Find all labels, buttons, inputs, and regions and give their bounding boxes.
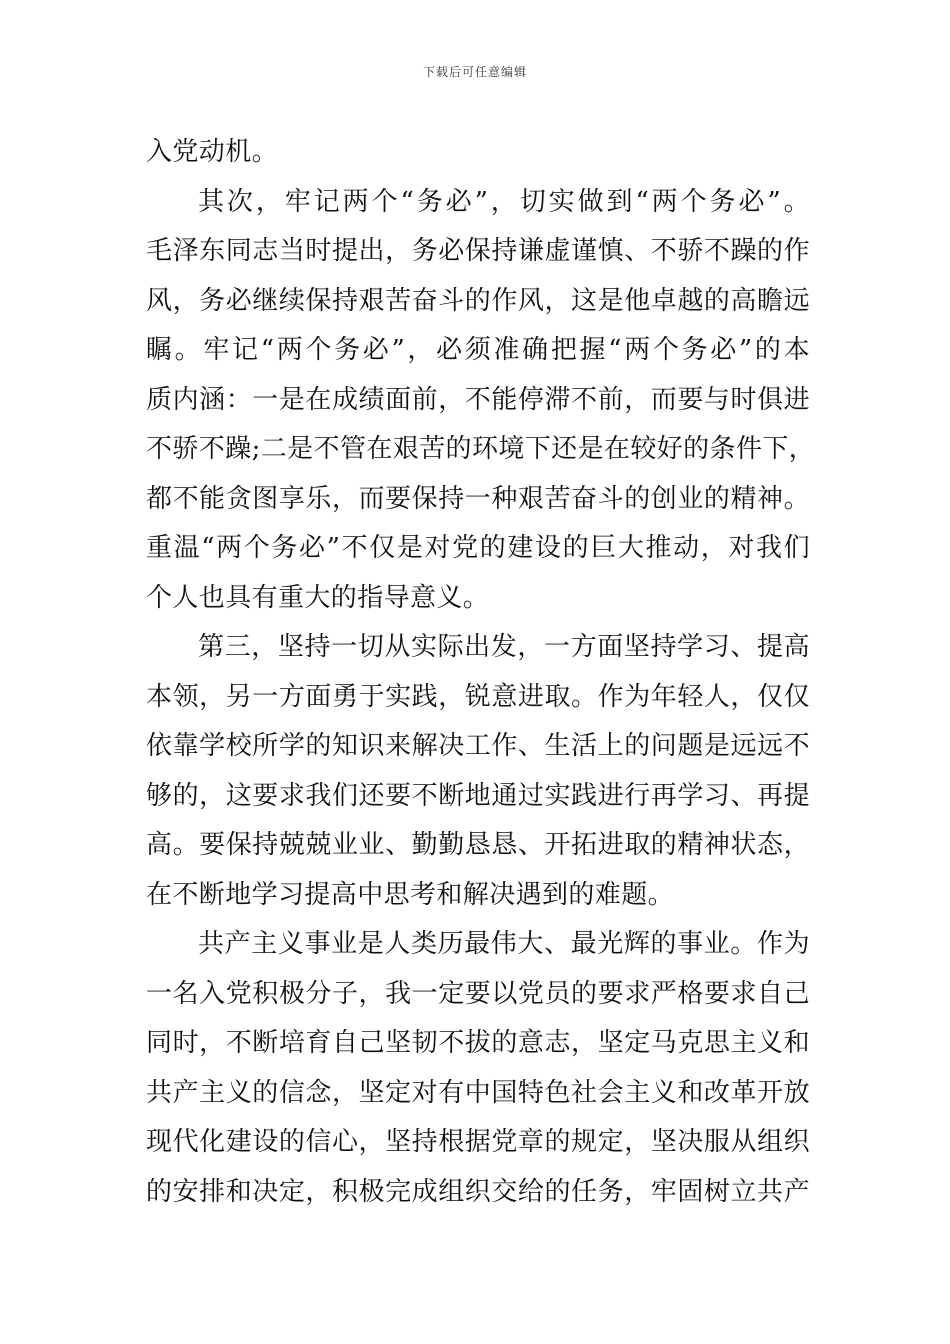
text-line: 入党动机。: [146, 137, 279, 167]
text-line: 共产主义的信念，坚定对有中国特色社会主义和改革开放: [146, 1077, 810, 1108]
text-line: 个人也具有重大的指导意义。: [146, 582, 490, 613]
text-line: 高。要保持兢兢业业、勤勤恳恳、开拓进取的精神状态，: [146, 830, 810, 860]
text-line: 质内涵：一是在成绩面前，不能停滞不前，而要与时俱进: [146, 384, 810, 415]
text-line: 在不断地学习提高中思考和解决遇到的难题。: [146, 879, 675, 910]
text-line: 重温“两个务必”不仅是对党的建设的巨大推动，对我们: [146, 533, 810, 563]
text-line: 都不能贪图享乐，而要保持一种艰苦奋斗的创业的精神。: [146, 483, 810, 514]
paragraph-start-line: 其次，牢记两个“务必”，切实做到“两个务必”。: [198, 186, 810, 217]
text-line: 本领，另一方面勇于实践，锐意进取。作为年轻人，仅仅: [146, 681, 810, 712]
text-line: 毛泽东同志当时提出，务必保持谦虚谨慎、不骄不躁的作: [146, 236, 810, 266]
text-line: 风，务必继续保持艰苦奋斗的作风，这是他卓越的高瞻远: [146, 285, 810, 316]
text-line: 一名入党积极分子，我一定要以党员的要求严格要求自己: [146, 978, 810, 1009]
text-line: 够的，这要求我们还要不断地通过实践进行再学习、再提: [146, 780, 810, 811]
text-line: 瞩。牢记“两个务必”，必须准确把握“两个务必”的本: [146, 335, 810, 365]
text-line: 现代化建设的信心，坚持根据党章的规定，坚决服从组织: [146, 1127, 810, 1157]
paragraph-start-line: 第三，坚持一切从实际出发，一方面坚持学习、提高: [198, 632, 810, 662]
text-line: 依靠学校所学的知识来解决工作、生活上的问题是远远不: [146, 731, 810, 761]
text-line: 的安排和决定，积极完成组织交给的任务，牢固树立共产: [146, 1176, 810, 1207]
page-header: 下载后可任意编辑: [422, 65, 527, 79]
document-body: [146, 128, 816, 1217]
paragraph-start-line: 共产主义事业是人类历最伟大、最光辉的事业。作为: [198, 929, 810, 959]
text-line: 同时，不断培育自己坚韧不拔的意志，坚定马克思主义和: [146, 1028, 810, 1058]
text-line: 不骄不躁;二是不管在艰苦的环境下还是在较好的条件下，: [146, 434, 816, 464]
